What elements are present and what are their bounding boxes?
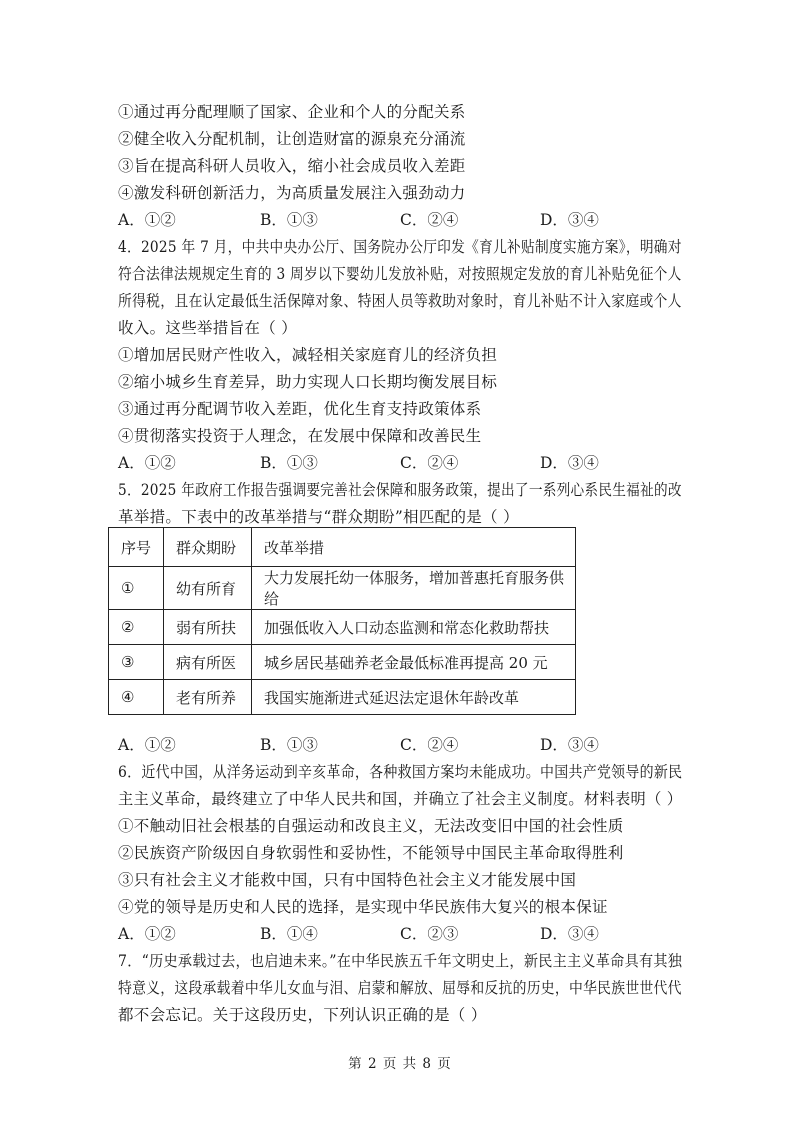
q6-statement-3: ③只有社会主义才能救中国，只有中国特色社会主义才能发展中国 [118, 871, 577, 889]
q4-stem-line-1: 4．2025 年 7 月，中共中央办公厅、国务院办公厅印发《育儿补贴制度实施方案》，明确对 [118, 238, 682, 256]
q3-option-d: D．③④ [540, 211, 599, 229]
header-measure: 改革举措 [252, 528, 576, 567]
table-row [109, 645, 576, 680]
row-expectation: 弱有所扶 [164, 610, 252, 645]
q3-statement-1: ①通过再分配理顺了国家、企业和个人的分配关系 [118, 103, 466, 121]
q4-statement-4: ④贯彻落实投资于人理念，在发展中保障和改善民生 [118, 427, 482, 445]
q4-stem-line-3: 所得税，且在认定最低生活保障对象、特困人员等救助对象时，育儿补贴不计入家庭或个人 [118, 292, 682, 310]
table-row [109, 610, 576, 645]
table-header-row [109, 528, 576, 567]
q5-option-b: B．①③ [260, 736, 318, 754]
q7-stem-line-3: 都不会忘记。关于这段历史，下列认识正确的是（ ） [118, 1006, 487, 1024]
q4-option-d: D．③④ [540, 454, 599, 472]
row-expectation: 老有所养 [164, 680, 252, 715]
q5-option-c: C．②④ [400, 736, 459, 754]
q4-option-c: C．②④ [400, 454, 459, 472]
q5-stem-line-1: 5．2025 年政府工作报告强调要完善社会保障和服务政策，提出了一系列心系民生福祉的改 [118, 481, 682, 499]
q4-statement-3: ③通过再分配调节收入差距，优化生育支持政策体系 [118, 400, 482, 418]
q4-option-a: A．①② [118, 454, 176, 472]
row-expectation: 幼有所育 [164, 567, 252, 610]
q6-stem-line-1: 6．近代中国，从洋务运动到辛亥革命，各种救国方案均未能成功。中国共产党领导的新民 [118, 763, 683, 781]
q3-statement-2: ②健全收入分配机制，让创造财富的源泉充分涌流 [118, 130, 466, 148]
row-index: ③ [109, 645, 164, 680]
row-measure: 城乡居民基础养老金最低标准再提高 20 元 [252, 645, 576, 680]
header-index: 序号 [109, 528, 164, 567]
q5-stem-line-2: 革举措。下表中的改革举措与“群众期盼”相匹配的是（ ） [118, 508, 519, 526]
row-measure: 大力发展托幼一体服务，增加普惠托育服务供给 [252, 567, 576, 610]
q4-stem-line-4: 收入。这些举措旨在（ ） [118, 319, 298, 337]
q3-statement-4: ④激发科研创新活力，为高质量发展注入强劲动力 [118, 184, 466, 202]
row-index: ① [109, 567, 164, 610]
q3-option-b: B．①③ [260, 211, 318, 229]
header-expectation: 群众期盼 [164, 528, 252, 567]
q5-option-a: A．①② [118, 736, 176, 754]
q6-stem-line-2: 主主义革命，最终建立了中华人民共和国，并确立了社会主义制度。材料表明（ ） [118, 790, 683, 808]
q3-option-c: C．②④ [400, 211, 459, 229]
row-measure: 我国实施渐进式延迟法定退休年龄改革 [252, 680, 576, 715]
q6-option-b: B．①④ [260, 925, 318, 943]
table-row [109, 567, 576, 610]
table-row [109, 680, 576, 715]
row-index: ④ [109, 680, 164, 715]
row-measure: 加强低收入人口动态监测和常态化救助帮扶 [252, 610, 576, 645]
q5-option-d: D．③④ [540, 736, 599, 754]
q3-option-a: A．①② [118, 211, 176, 229]
q6-option-d: D．③④ [540, 925, 599, 943]
q6-option-a: A．①② [118, 925, 176, 943]
q6-option-c: C．②③ [400, 925, 459, 943]
row-index: ② [109, 610, 164, 645]
q6-statement-1: ①不触动旧社会根基的自强运动和改良主义，无法改变旧中国的社会性质 [118, 817, 624, 835]
q4-option-b: B．①③ [260, 454, 318, 472]
q6-statement-2: ②民族资产阶级因自身软弱性和妥协性，不能领导中国民主革命取得胜利 [118, 844, 624, 862]
q7-stem-line-2: 特意义，这段承载着中华儿女血与泪、启蒙和解放、屈辱和反抗的历史，中华民族世世代代 [118, 979, 682, 997]
q7-stem-line-1: 7．“历史承载过去，也启迪未来。”在中华民族五千年文明史上，新民主主义革命具有其独 [118, 952, 683, 970]
row-expectation: 病有所医 [164, 645, 252, 680]
q6-statement-4: ④党的领导是历史和人民的选择，是实现中华民族伟大复兴的根本保证 [118, 898, 608, 916]
reform-table [108, 527, 576, 715]
q4-statement-2: ②缩小城乡生育差异，助力实现人口长期均衡发展目标 [118, 373, 498, 391]
q3-statement-3: ③旨在提高科研人员收入，缩小社会成员收入差距 [118, 157, 466, 175]
q4-stem-line-2: 符合法律法规规定生育的 3 周岁以下婴幼儿发放补贴，对按照规定发放的育儿补贴免征个人 [118, 265, 682, 283]
q4-statement-1: ①增加居民财产性收入，减轻相关家庭育儿的经济负担 [118, 346, 498, 364]
page-footer: 第 2 页 共 8 页 [348, 1056, 452, 1072]
